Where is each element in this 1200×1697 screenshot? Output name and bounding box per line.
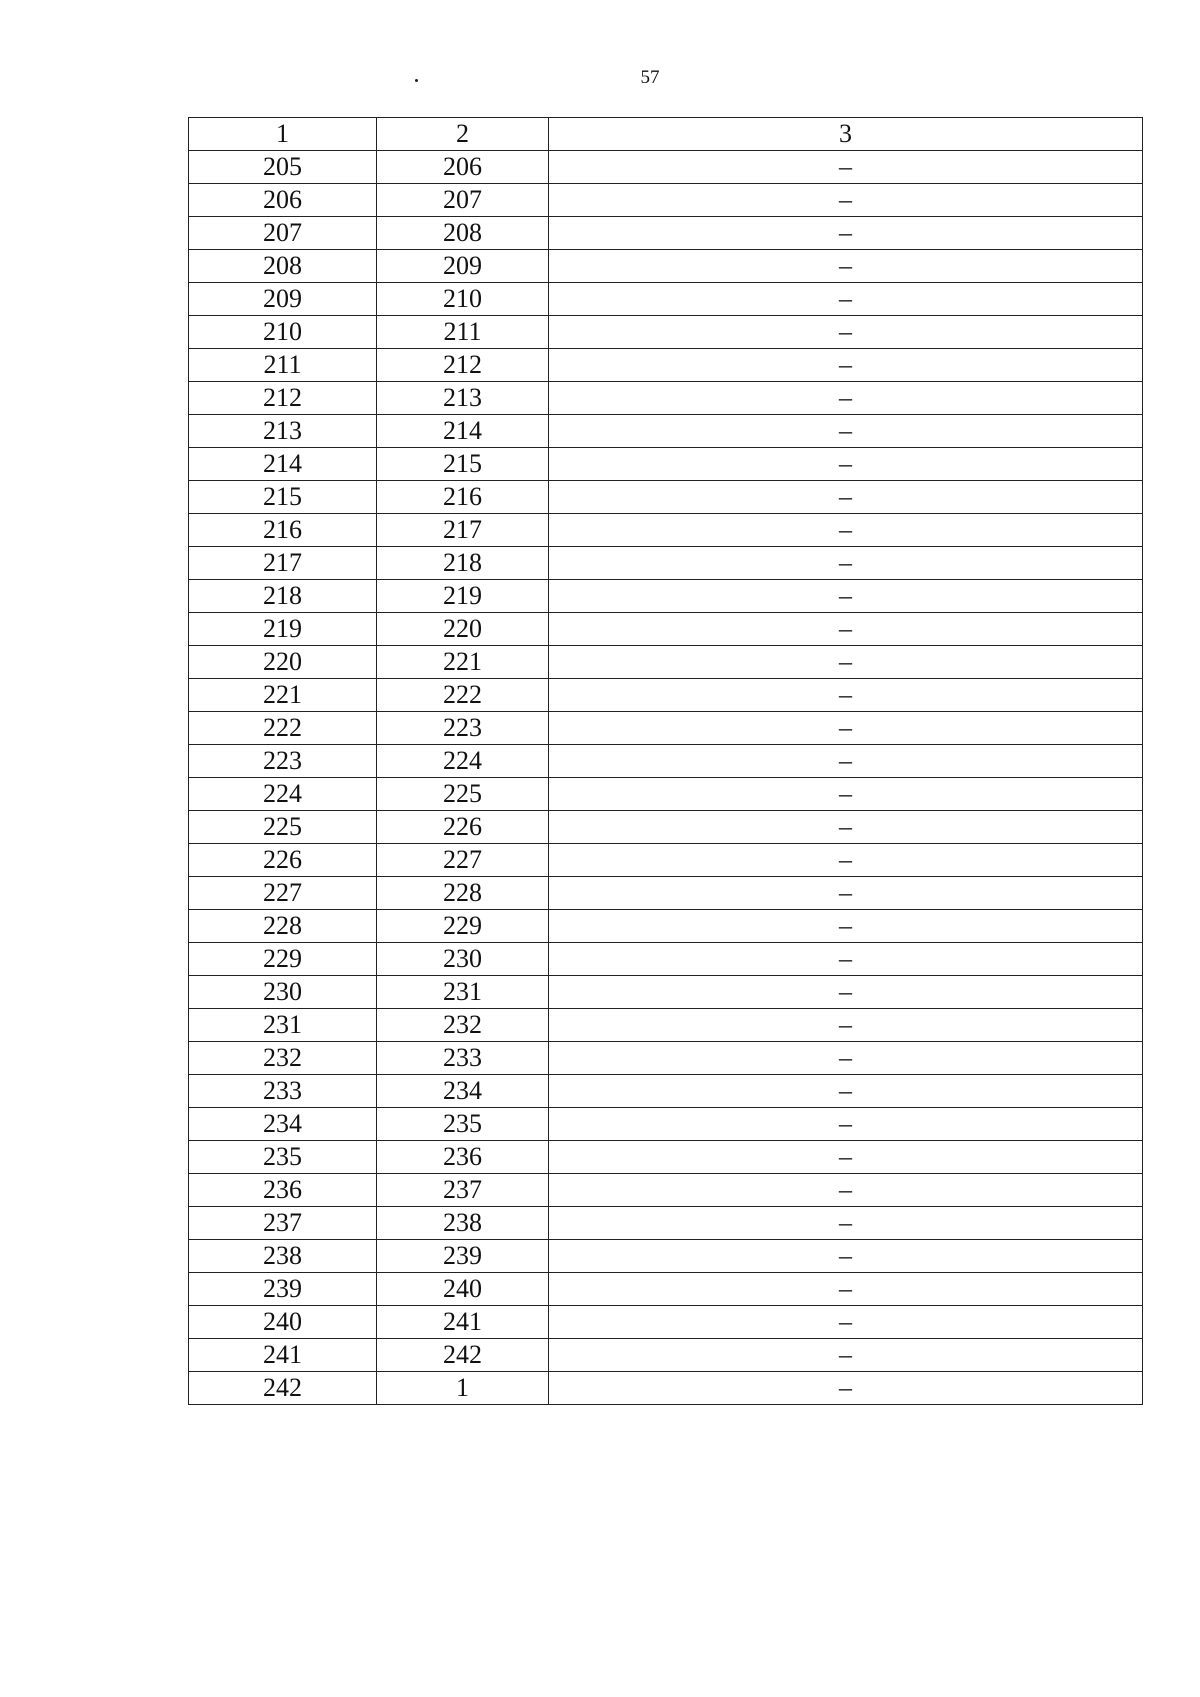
to-cell: 222 xyxy=(377,679,549,712)
value-cell: – xyxy=(549,613,1143,646)
value-cell: – xyxy=(549,1207,1143,1240)
value-cell: – xyxy=(549,1075,1143,1108)
table-row xyxy=(189,382,1143,415)
to-cell: 235 xyxy=(377,1108,549,1141)
to-cell: 242 xyxy=(377,1339,549,1372)
value-cell: – xyxy=(549,1339,1143,1372)
table-row xyxy=(189,943,1143,976)
table-row xyxy=(189,250,1143,283)
table-row xyxy=(189,151,1143,184)
table-row xyxy=(189,316,1143,349)
from-cell: 207 xyxy=(189,217,377,250)
from-cell: 231 xyxy=(189,1009,377,1042)
value-cell: – xyxy=(549,976,1143,1009)
value-cell: – xyxy=(549,1141,1143,1174)
from-cell: 225 xyxy=(189,811,377,844)
value-cell: – xyxy=(549,1108,1143,1141)
table-row xyxy=(189,679,1143,712)
table-row xyxy=(189,580,1143,613)
table-row xyxy=(189,613,1143,646)
stray-dot-mark xyxy=(415,79,418,82)
to-cell: 207 xyxy=(377,184,549,217)
table-row xyxy=(189,1207,1143,1240)
from-cell: 242 xyxy=(189,1372,377,1405)
header-cell-2: 2 xyxy=(377,118,549,151)
value-cell: – xyxy=(549,415,1143,448)
value-cell: – xyxy=(549,1240,1143,1273)
to-cell: 1 xyxy=(377,1372,549,1405)
to-cell: 234 xyxy=(377,1075,549,1108)
table-row xyxy=(189,844,1143,877)
value-cell: – xyxy=(549,778,1143,811)
from-cell: 229 xyxy=(189,943,377,976)
to-cell: 213 xyxy=(377,382,549,415)
to-cell: 239 xyxy=(377,1240,549,1273)
to-cell: 236 xyxy=(377,1141,549,1174)
to-cell: 208 xyxy=(377,217,549,250)
from-cell: 226 xyxy=(189,844,377,877)
table-row xyxy=(189,1273,1143,1306)
to-cell: 218 xyxy=(377,547,549,580)
to-cell: 228 xyxy=(377,877,549,910)
value-cell: – xyxy=(549,1042,1143,1075)
from-cell: 217 xyxy=(189,547,377,580)
to-cell: 225 xyxy=(377,778,549,811)
table-row xyxy=(189,547,1143,580)
from-cell: 216 xyxy=(189,514,377,547)
table-row xyxy=(189,877,1143,910)
to-cell: 237 xyxy=(377,1174,549,1207)
to-cell: 233 xyxy=(377,1042,549,1075)
header-cell-3: 3 xyxy=(549,118,1143,151)
table-row xyxy=(189,712,1143,745)
to-cell: 209 xyxy=(377,250,549,283)
table-row xyxy=(189,1042,1143,1075)
header-cell-1: 1 xyxy=(189,118,377,151)
table-row xyxy=(189,646,1143,679)
from-cell: 218 xyxy=(189,580,377,613)
from-cell: 237 xyxy=(189,1207,377,1240)
from-cell: 205 xyxy=(189,151,377,184)
table-row xyxy=(189,349,1143,382)
value-cell: – xyxy=(549,1306,1143,1339)
to-cell: 215 xyxy=(377,448,549,481)
to-cell: 231 xyxy=(377,976,549,1009)
table-header-row xyxy=(189,118,1143,151)
value-cell: – xyxy=(549,745,1143,778)
value-cell: – xyxy=(549,349,1143,382)
value-cell: – xyxy=(549,910,1143,943)
value-cell: – xyxy=(549,1273,1143,1306)
table-row xyxy=(189,1306,1143,1339)
table-row xyxy=(189,1075,1143,1108)
table-row xyxy=(189,811,1143,844)
from-cell: 230 xyxy=(189,976,377,1009)
from-cell: 228 xyxy=(189,910,377,943)
from-cell: 208 xyxy=(189,250,377,283)
from-cell: 219 xyxy=(189,613,377,646)
table-row xyxy=(189,1009,1143,1042)
to-cell: 238 xyxy=(377,1207,549,1240)
table-row xyxy=(189,481,1143,514)
from-cell: 210 xyxy=(189,316,377,349)
from-cell: 239 xyxy=(189,1273,377,1306)
to-cell: 219 xyxy=(377,580,549,613)
value-cell: – xyxy=(549,1009,1143,1042)
table-row xyxy=(189,184,1143,217)
from-cell: 221 xyxy=(189,679,377,712)
to-cell: 229 xyxy=(377,910,549,943)
to-cell: 230 xyxy=(377,943,549,976)
from-cell: 215 xyxy=(189,481,377,514)
to-cell: 241 xyxy=(377,1306,549,1339)
from-cell: 209 xyxy=(189,283,377,316)
from-cell: 241 xyxy=(189,1339,377,1372)
value-cell: – xyxy=(549,877,1143,910)
value-cell: – xyxy=(549,151,1143,184)
data-table xyxy=(188,117,1143,1405)
value-cell: – xyxy=(549,481,1143,514)
to-cell: 214 xyxy=(377,415,549,448)
from-cell: 214 xyxy=(189,448,377,481)
table-row xyxy=(189,910,1143,943)
to-cell: 223 xyxy=(377,712,549,745)
from-cell: 224 xyxy=(189,778,377,811)
to-cell: 210 xyxy=(377,283,549,316)
table-row xyxy=(189,1108,1143,1141)
table-row xyxy=(189,778,1143,811)
from-cell: 238 xyxy=(189,1240,377,1273)
from-cell: 220 xyxy=(189,646,377,679)
table-row xyxy=(189,1141,1143,1174)
table-row xyxy=(189,514,1143,547)
value-cell: – xyxy=(549,514,1143,547)
from-cell: 235 xyxy=(189,1141,377,1174)
value-cell: – xyxy=(549,580,1143,613)
value-cell: – xyxy=(549,646,1143,679)
to-cell: 216 xyxy=(377,481,549,514)
to-cell: 224 xyxy=(377,745,549,778)
value-cell: – xyxy=(549,316,1143,349)
page-number: 57 xyxy=(640,67,660,88)
value-cell: – xyxy=(549,448,1143,481)
to-cell: 232 xyxy=(377,1009,549,1042)
value-cell: – xyxy=(549,1372,1143,1405)
table-row xyxy=(189,415,1143,448)
from-cell: 223 xyxy=(189,745,377,778)
value-cell: – xyxy=(549,217,1143,250)
to-cell: 206 xyxy=(377,151,549,184)
from-cell: 222 xyxy=(189,712,377,745)
table-row xyxy=(189,283,1143,316)
from-cell: 232 xyxy=(189,1042,377,1075)
to-cell: 212 xyxy=(377,349,549,382)
value-cell: – xyxy=(549,184,1143,217)
value-cell: – xyxy=(549,844,1143,877)
table-row xyxy=(189,745,1143,778)
table-row xyxy=(189,217,1143,250)
table-row xyxy=(189,1372,1143,1405)
table-row xyxy=(189,1339,1143,1372)
from-cell: 206 xyxy=(189,184,377,217)
value-cell: – xyxy=(549,811,1143,844)
to-cell: 226 xyxy=(377,811,549,844)
value-cell: – xyxy=(549,382,1143,415)
from-cell: 212 xyxy=(189,382,377,415)
to-cell: 217 xyxy=(377,514,549,547)
to-cell: 240 xyxy=(377,1273,549,1306)
table-row xyxy=(189,976,1143,1009)
table-row xyxy=(189,448,1143,481)
to-cell: 211 xyxy=(377,316,549,349)
from-cell: 211 xyxy=(189,349,377,382)
table-row xyxy=(189,1174,1143,1207)
value-cell: – xyxy=(549,712,1143,745)
value-cell: – xyxy=(549,943,1143,976)
table-body xyxy=(189,118,1143,1405)
to-cell: 220 xyxy=(377,613,549,646)
table-row xyxy=(189,1240,1143,1273)
from-cell: 213 xyxy=(189,415,377,448)
to-cell: 221 xyxy=(377,646,549,679)
from-cell: 233 xyxy=(189,1075,377,1108)
from-cell: 240 xyxy=(189,1306,377,1339)
value-cell: – xyxy=(549,283,1143,316)
value-cell: – xyxy=(549,679,1143,712)
from-cell: 236 xyxy=(189,1174,377,1207)
from-cell: 234 xyxy=(189,1108,377,1141)
value-cell: – xyxy=(549,250,1143,283)
to-cell: 227 xyxy=(377,844,549,877)
value-cell: – xyxy=(549,1174,1143,1207)
value-cell: – xyxy=(549,547,1143,580)
from-cell: 227 xyxy=(189,877,377,910)
